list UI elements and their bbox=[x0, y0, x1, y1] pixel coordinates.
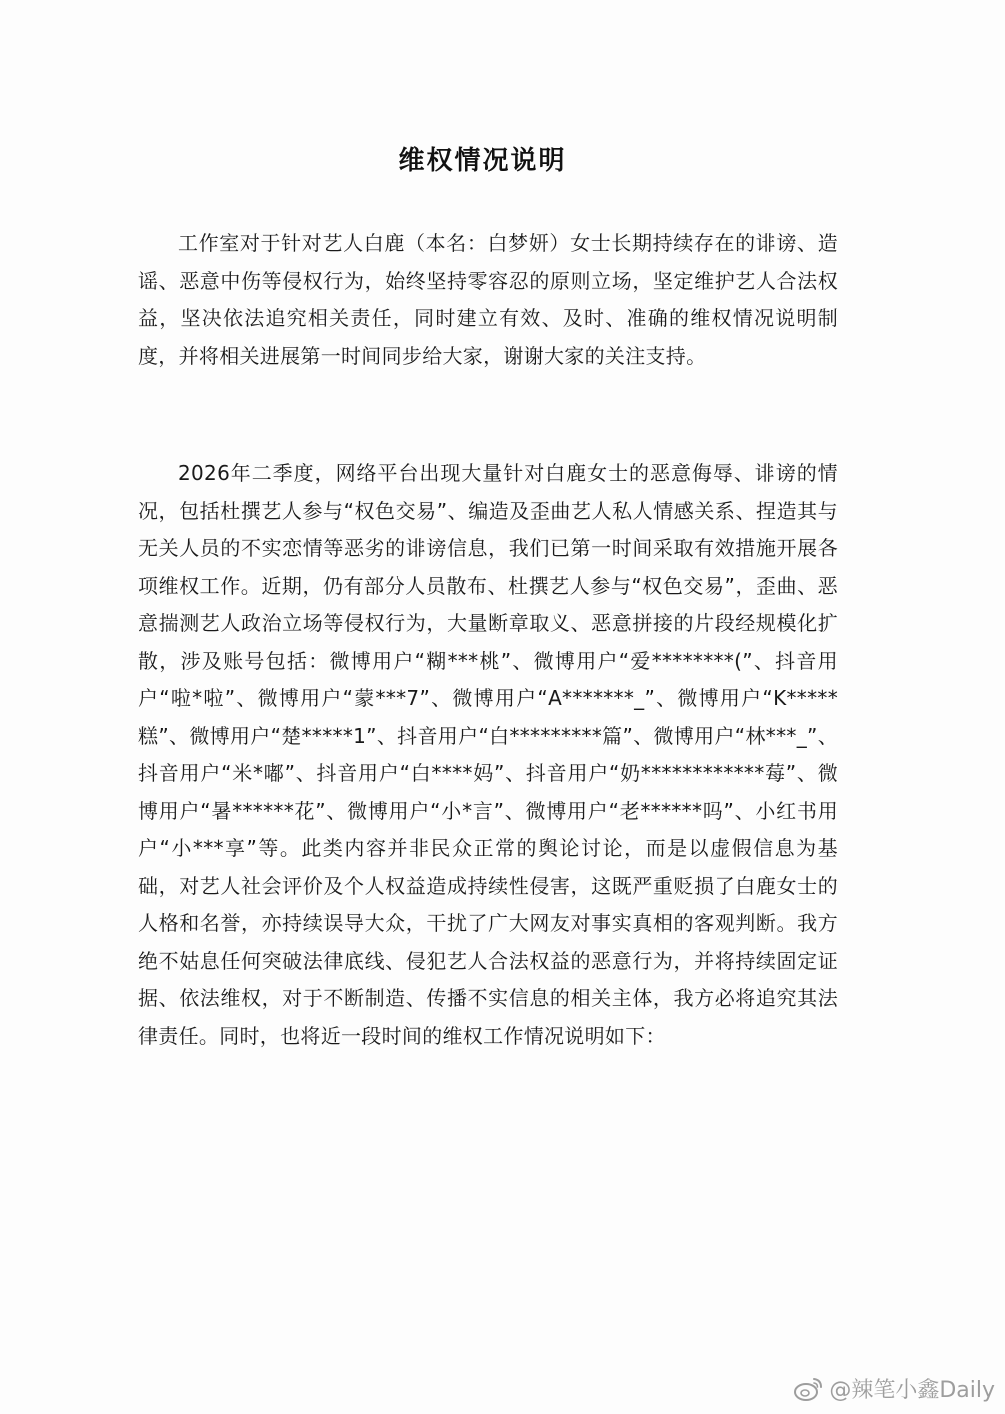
document-title: 维权情况说明 bbox=[398, 146, 567, 176]
document-paragraph-intro: 工作室对于针对艺人白鹿（本名：白梦妍）女士长期持续存在的诽谤、造谣、恶意中伤等侵权行为，始终坚持零容忍的原则立场，坚定维护艺人合法权益，坚决依法追究相关责任，同时建立有效、及时、准确的维权情况说明制度，并将相关进展第一时间同步给大家，谢谢大家的关注支持。 bbox=[138, 231, 838, 368]
document-paragraph-details: 2026年二季度，网络平台出现大量针对白鹿女士的恶意侮辱、诽谤的情况，包括杜撰艺人参与“权色交易”、编造及歪曲艺人私人情感关系、捏造其与无关人员的不实恋情等恶劣的诽谤信息，我们已第一时间采取有效措施开展各项维权工作。近期，仍有部分人员散布、杜撰艺人参与“权色交易”，歪曲、恶意揣测艺人政治立场等侵权行为，大量断章取义、恶意拼接的片段经规模化扩散，涉及账号包括：微博用户“糊***桃”、微博用户“爱********(”、抖音用户“啦*啦”、微博用户“蒙***7”、微博用户“A*******_”、微博用户“K*****糕”、微博用户“楚*****1”、抖音用户“白*********篇”、微博用户“林***_”、抖音用户“米*嘟”、抖音用户“白****妈”、抖音用户“奶************莓”、微博用户“暑******花”、微博用户“小*言”、微博用户“老******吗”、小红书用户“小***享”等。此类内容并非民众正常的舆论讨论，而是以虚假信息为基础，对艺人社会评价及个人权益造成持续性侵害，这既严重贬损了白鹿女士的人格和名誉，亦持续误导大众，干扰了广大网友对事实真相的客观判断。我方绝不姑息任何突破法律底线、侵犯艺人合法权益的恶意行为，并将持续固定证据、依法维权，对于不断制造、传播不实信息的相关主体，我方必将追究其法律责任。同时，也将近一段时间的维权工作情况说明如下： bbox=[138, 461, 838, 1048]
watermark-text: @辣笔小鑫Daily bbox=[829, 1378, 995, 1403]
weibo-logo-icon bbox=[793, 1376, 823, 1402]
weibo-watermark bbox=[793, 1373, 995, 1404]
